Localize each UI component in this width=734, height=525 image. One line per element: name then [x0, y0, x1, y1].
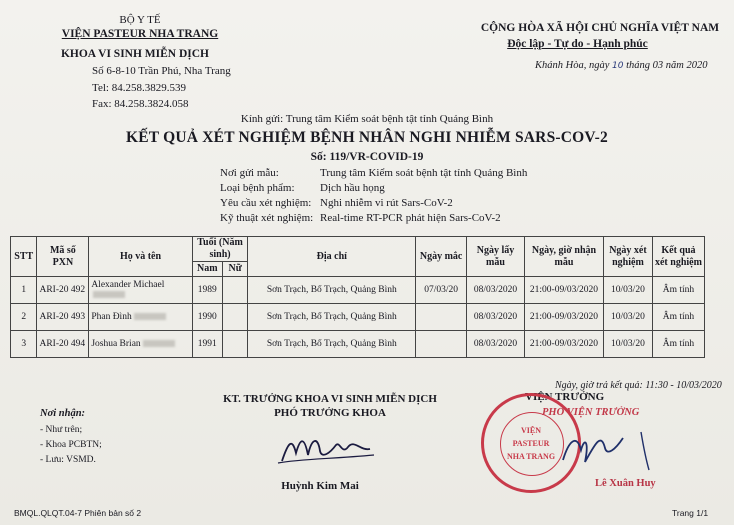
header-result: Kết quả xét nghiệm: [652, 237, 704, 277]
table-row: [11, 331, 705, 358]
cell-stt: 2: [11, 304, 37, 331]
addressee: Kính gửi: Trung tâm Kiểm soát bệnh tật tỉnh Quảng Bình: [240, 113, 494, 125]
header-received-date: Ngày, giờ nhận mẫu: [525, 237, 604, 277]
right-signer-name: Lê Xuân Huy: [595, 478, 656, 489]
recipient-item: - Lưu: VSMD.: [40, 455, 96, 465]
cell-received-date: 21:00-09/03/2020: [525, 304, 604, 331]
right-signature-image: [545, 420, 665, 475]
info-value: Real-time RT-PCR phát hiện Sars-CoV-2: [320, 212, 501, 224]
patient-name: Joshua Brian: [91, 339, 141, 349]
table-row: [11, 277, 705, 304]
header-stt: STT: [11, 237, 37, 277]
right-signer-title: VIỆN TRƯỞNG: [525, 391, 605, 403]
cell-male: 1991: [192, 331, 222, 358]
form-code: BMQL.QLQT.04-7 Phiên bản số 2: [14, 508, 142, 518]
stamp-line: PASTEUR: [512, 439, 550, 448]
header-female: Nữ: [222, 262, 248, 277]
issue-date: [535, 60, 707, 71]
cell-lab-code: ARI-20 493: [37, 304, 89, 331]
header-onset-date: Ngày mắc: [416, 237, 467, 277]
telephone: Tel: 84.258.3829.539: [92, 82, 186, 94]
cell-lab-code: ARI-20 492: [37, 277, 89, 304]
left-signature-image: [270, 425, 380, 473]
header-sample-date: Ngày lấy mẫu: [466, 237, 524, 277]
cell-female: [222, 331, 248, 358]
cell-result: Âm tính: [652, 331, 704, 358]
ministry-name: BỘ Y TẾ: [119, 14, 161, 26]
info-label: Loại bệnh phẩm:: [220, 182, 295, 194]
cell-test-date: 10/03/20: [603, 277, 652, 304]
right-signer-subtitle: PHÓ VIỆN TRƯỞNG: [542, 407, 640, 418]
cell-lab-code: ARI-20 494: [37, 331, 89, 358]
document-number: Số: 119/VR-COVID-19: [310, 151, 424, 163]
info-label: Kỹ thuật xét nghiệm:: [220, 212, 314, 224]
country-name: CỘNG HÒA XÃ HỘI CHỦ NGHĨA VIỆT NAM: [480, 22, 720, 34]
department-name: KHOA VI SINH MIỄN DỊCH: [60, 48, 210, 60]
cell-result: Âm tính: [652, 277, 704, 304]
cell-test-date: 10/03/20: [603, 331, 652, 358]
left-signer-title: KT. TRƯỞNG KHOA VI SINH MIỄN DỊCH: [223, 393, 437, 405]
info-block: [220, 166, 527, 226]
cell-received-date: 21:00-09/03/2020: [525, 277, 604, 304]
info-row-request: [220, 196, 527, 211]
cell-received-date: 21:00-09/03/2020: [525, 331, 604, 358]
cell-female: [222, 304, 248, 331]
date-suffix: tháng 03 năm 2020: [626, 60, 708, 71]
stamp-line: NHA TRANG: [506, 452, 556, 461]
header-male: Nam: [192, 262, 222, 277]
cell-address: Sơn Trạch, Bố Trạch, Quảng Bình: [248, 304, 416, 331]
page-number: Trang 1/1: [672, 508, 709, 518]
cell-full-name: [89, 331, 192, 358]
recipients-list: [40, 423, 102, 468]
cell-full-name: [89, 277, 192, 304]
recipients-title: Nơi nhận:: [40, 408, 86, 419]
info-row-sender: [220, 166, 527, 181]
national-motto: Độc lập - Tự do - Hạnh phúc: [507, 38, 648, 50]
cell-test-date: 10/03/20: [603, 304, 652, 331]
stamp-line: VIỆN: [520, 426, 541, 435]
info-value: Nghi nhiễm vi rút Sars-CoV-2: [320, 197, 453, 209]
patient-name: Alexander Michael: [91, 280, 165, 290]
info-label: Nơi gửi mẫu:: [220, 167, 279, 179]
cell-stt: 1: [11, 277, 37, 304]
info-value: Trung tâm Kiểm soát bệnh tật tỉnh Quảng Bình: [320, 167, 528, 179]
cell-sample-date: 08/03/2020: [466, 331, 524, 358]
info-label: Yêu cầu xét nghiệm:: [220, 197, 312, 209]
document-title: KẾT QUẢ XÉT NGHIỆM BỆNH NHÂN NGHI NHIỄM SARS-COV-2: [126, 129, 608, 146]
cell-female: [222, 277, 248, 304]
cell-sample-date: 08/03/2020: [466, 277, 524, 304]
date-prefix: Khánh Hòa, ngày: [535, 60, 610, 71]
cell-stt: 3: [11, 331, 37, 358]
results-table: [10, 236, 705, 358]
patient-name: Phan Đình: [91, 312, 132, 322]
recipient-item: - Như trên;: [40, 425, 83, 435]
redacted-surname: [93, 291, 125, 298]
address: Số 6-8-10 Trần Phú, Nha Trang: [92, 65, 231, 77]
redacted-surname: [134, 313, 166, 320]
left-signer-name: Huỳnh Kim Mai: [281, 480, 359, 492]
cell-address: Sơn Trạch, Bố Trạch, Quảng Bình: [248, 331, 416, 358]
header-lab-code: Mã số PXN: [37, 237, 89, 277]
cell-onset-date: [416, 304, 467, 331]
cell-address: Sơn Trạch, Bố Trạch, Quảng Bình: [248, 277, 416, 304]
redacted-surname: [143, 340, 175, 347]
cell-full-name: [89, 304, 192, 331]
header-age: Tuổi (Năm sinh): [192, 237, 248, 262]
cell-onset-date: [416, 331, 467, 358]
info-row-specimen: [220, 181, 527, 196]
left-signer-subtitle: PHÓ TRƯỞNG KHOA: [274, 407, 386, 419]
table-row: [11, 304, 705, 331]
cell-result: Âm tính: [652, 304, 704, 331]
header-address: Địa chỉ: [248, 237, 416, 277]
info-value: Dịch hầu họng: [320, 182, 385, 194]
institute-name: VIỆN PASTEUR NHA TRANG: [61, 28, 219, 40]
cell-sample-date: 08/03/2020: [466, 304, 524, 331]
date-day-handwritten: 10: [612, 61, 624, 71]
info-row-technique: [220, 211, 527, 226]
fax: Fax: 84.258.3824.058: [92, 98, 189, 110]
header-full-name: Họ và tên: [89, 237, 192, 277]
recipient-item: - Khoa PCBTN;: [40, 440, 102, 450]
cell-male: 1989: [192, 277, 222, 304]
header-test-date: Ngày xét nghiệm: [603, 237, 652, 277]
cell-onset-date: 07/03/20: [416, 277, 467, 304]
cell-male: 1990: [192, 304, 222, 331]
result-time: Ngày, giờ trả kết quả: 11:30 - 10/03/2020: [555, 380, 722, 391]
